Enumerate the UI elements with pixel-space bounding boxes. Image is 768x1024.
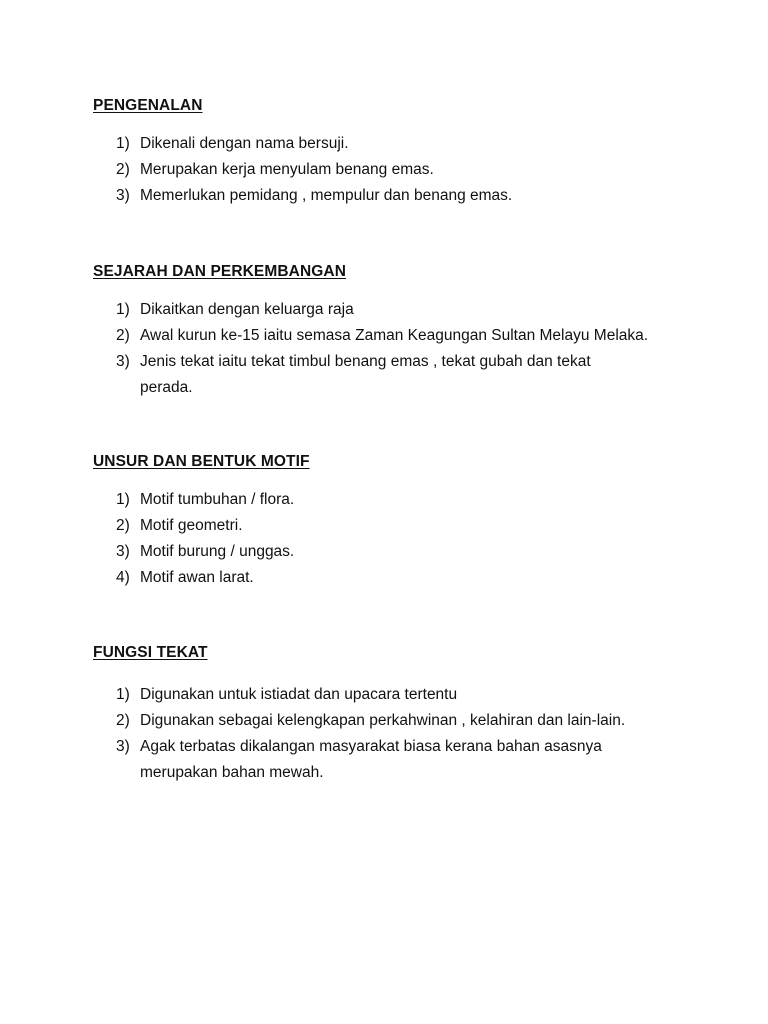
list-item-number: 1) <box>116 301 130 318</box>
list-item <box>93 539 713 565</box>
list-item-number: 1) <box>116 135 130 152</box>
section-heading: UNSUR DAN BENTUK MOTIF <box>93 453 310 470</box>
list-item <box>93 565 713 591</box>
list-item-text: Merupakan kerja menyulam benang emas. <box>140 161 434 178</box>
list-item <box>93 157 713 183</box>
list-item-text: Digunakan sebagai kelengkapan perkahwinan , kelahiran dan lain-lain. <box>140 712 626 729</box>
section-pengenalan <box>93 96 713 209</box>
list-item-number: 4) <box>116 569 130 586</box>
list-item <box>93 708 713 734</box>
list-item <box>93 183 713 209</box>
list-item-number: 1) <box>116 491 130 508</box>
list-item <box>93 297 713 323</box>
list-item-text: Dikenali dengan nama bersuji. <box>140 135 349 152</box>
list-item <box>93 682 713 708</box>
list-item-number: 3) <box>116 543 130 560</box>
list-item-text: Jenis tekat iaitu tekat timbul benang emas , tekat gubah dan tekat perada. <box>140 353 591 396</box>
list-item-text: Motif geometri. <box>140 517 243 534</box>
list-item-number: 3) <box>116 187 130 204</box>
list-item-number: 2) <box>116 712 130 729</box>
list-item-number: 2) <box>116 517 130 534</box>
list-item <box>93 513 713 539</box>
list-item-text: Dikaitkan dengan keluarga raja <box>140 301 354 318</box>
section-fungsi-tekat <box>93 643 713 786</box>
section-unsur-motif <box>93 452 713 591</box>
list-item-text: Memerlukan pemidang , mempulur dan benang emas. <box>140 187 513 204</box>
list-item-number: 2) <box>116 161 130 178</box>
numbered-list <box>93 487 713 591</box>
section-sejarah <box>93 262 713 401</box>
list-item <box>93 734 640 786</box>
numbered-list <box>93 297 713 401</box>
list-item-text: Motif tumbuhan / flora. <box>140 491 295 508</box>
list-item <box>93 487 713 513</box>
list-item-number: 3) <box>116 738 130 755</box>
list-item-number: 2) <box>116 327 130 344</box>
list-item <box>93 131 713 157</box>
section-heading: FUNGSI TEKAT <box>93 644 208 661</box>
list-item-text: Agak terbatas dikalangan masyarakat biasa kerana bahan asasnya merupakan bahan mewah. <box>140 738 602 781</box>
section-heading: SEJARAH DAN PERKEMBANGAN <box>93 263 347 280</box>
list-item <box>93 323 713 349</box>
numbered-list <box>93 682 713 786</box>
numbered-list <box>93 131 713 209</box>
list-item-text: Digunakan untuk istiadat dan upacara tertentu <box>140 686 458 703</box>
list-item-text: Awal kurun ke-15 iaitu semasa Zaman Keagungan Sultan Melayu Melaka. <box>140 327 649 344</box>
list-item-number: 1) <box>116 686 130 703</box>
list-item <box>93 349 640 401</box>
list-item-text: Motif burung / unggas. <box>140 543 295 560</box>
list-item-number: 3) <box>116 353 130 370</box>
section-heading: PENGENALAN <box>93 97 203 114</box>
list-item-text: Motif awan larat. <box>140 569 254 586</box>
